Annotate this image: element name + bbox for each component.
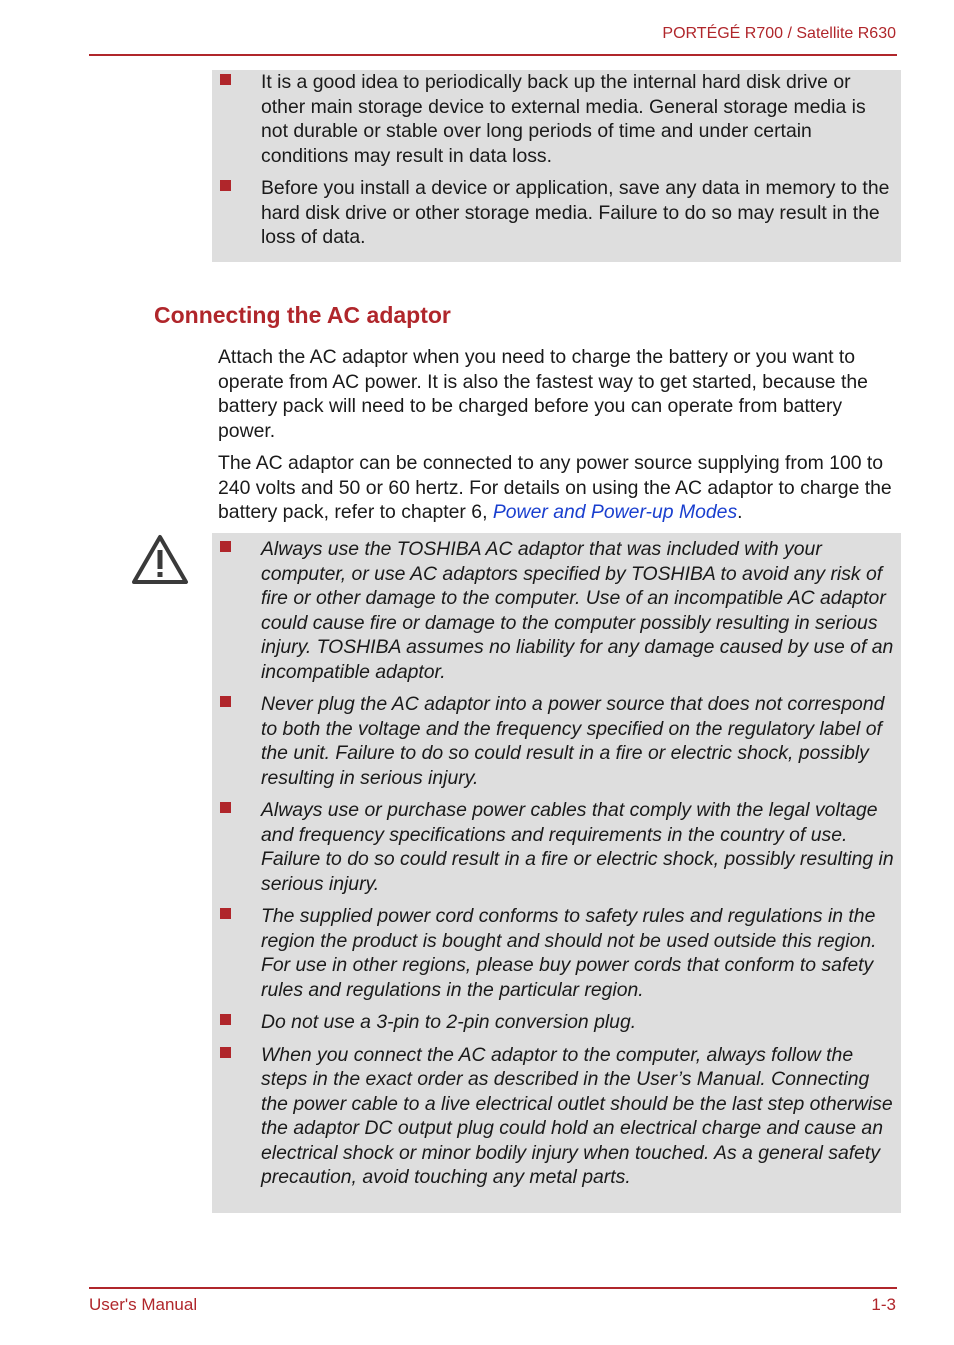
warning-box [212, 533, 901, 1213]
bullet-square-icon [220, 802, 231, 813]
list-item-text: The supplied power cord conforms to safety rules and regulations in the region the product is bought and should not be used outside this region. For use in other regions, please buy power cords that conform to safety rules and regulations in the particular region. [261, 905, 877, 1001]
list-item [212, 1010, 895, 1035]
note-list [212, 70, 895, 250]
header-divider [89, 54, 897, 56]
section-heading: Connecting the AC adaptor [154, 302, 451, 328]
list-item [212, 537, 895, 684]
footer-divider [89, 1287, 897, 1289]
list-item [212, 904, 895, 1002]
list-item-text: Always use or purchase power cables that comply with the legal voltage and frequency specifications and requirements in the country of use. Failure to do so could result in a fire or electric shock, possibly resulting in serious injury. [261, 799, 894, 895]
list-item [212, 70, 895, 168]
list-item [212, 692, 895, 790]
list-item [212, 176, 895, 250]
bullet-square-icon [220, 1047, 231, 1058]
bullet-square-icon [220, 696, 231, 707]
footer-manual-title: User's Manual [89, 1295, 198, 1314]
list-item-text: When you connect the AC adaptor to the computer, always follow the steps in the exact order as described in the User’s Manual. Connecting the power cable to a live electrical outlet should be the last step otherwise the adaptor DC output plug could hold an electrical charge and cause an electrical shock or minor bodily injury when touched. As a general safety precaution, avoid touching any metal parts. [261, 1043, 893, 1188]
body-paragraph [218, 451, 902, 525]
body-paragraph: Attach the AC adaptor when you need to charge the battery or you want to operate from AC power. It is also the fastest way to get started, because the battery pack will need to be charged before you can operate from battery power. [218, 346, 868, 442]
bullet-square-icon [220, 541, 231, 552]
bullet-square-icon [220, 908, 231, 919]
warning-list [212, 533, 895, 1190]
bullet-square-icon [220, 180, 231, 191]
paragraph-text: The AC adaptor can be connected to any power source supplying from 100 to 240 volts and 50 or 60 hertz. For details on using the AC adaptor to charge the battery pack, refer to chapter 6, [218, 452, 892, 523]
list-item [212, 1043, 895, 1190]
paragraph-text: . [737, 501, 743, 523]
chapter-link[interactable]: Power and Power-up Modes [492, 501, 738, 523]
note-box-backup [212, 70, 901, 262]
list-item-text: It is a good idea to periodically back up the internal hard disk drive or other main storage device to external media. General storage media is not durable or stable over long periods of time and under certain conditions may result in data loss. [261, 71, 866, 167]
list-item [212, 798, 895, 896]
list-item-text: Always use the TOSHIBA AC adaptor that was included with your computer, or use AC adaptors specified by TOSHIBA to avoid any risk of fire or other damage to the computer. Use of an incompatible AC adaptor could cause fire or damage to the computer possibly resulting in serious injury. TOSHIBA assumes no liability for any damage caused by use of an incompatible adaptor. [261, 538, 894, 683]
warning-triangle-icon [131, 533, 189, 585]
list-item-text: Before you install a device or application, save any data in memory to the hard disk drive or other storage media. Failure to do so may result in the loss of data. [261, 177, 890, 248]
bullet-square-icon [220, 74, 231, 85]
list-item-text: Never plug the AC adaptor into a power source that does not correspond to both the voltage and the frequency specified on the regulatory label of the unit. Failure to do so could result in a fire or electric shock, possibly resulting in serious injury. [261, 693, 885, 789]
bullet-square-icon [220, 1014, 231, 1025]
running-header-title: PORTÉGÉ R700 / Satellite R630 [662, 25, 896, 42]
page-number: 1-3 [871, 1295, 896, 1314]
list-item-text: Do not use a 3-pin to 2-pin conversion plug. [261, 1011, 637, 1033]
